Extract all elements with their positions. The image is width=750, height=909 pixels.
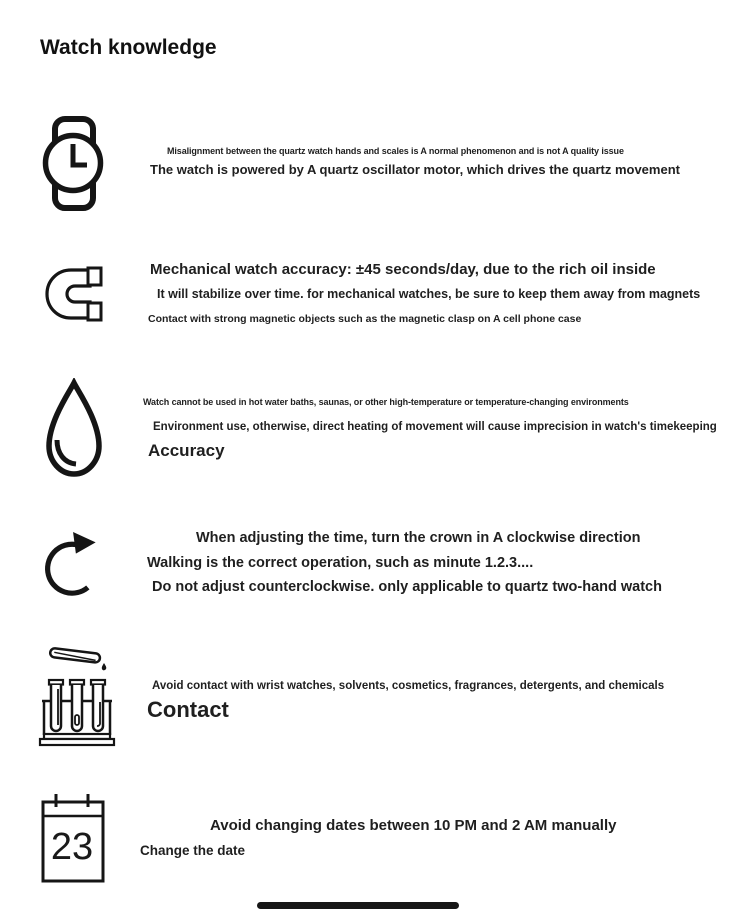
info-line: It will stabilize over time. for mechanical watches, be sure to keep them away from magnets (157, 287, 701, 301)
page-title: Watch knowledge (40, 36, 217, 59)
section-heading: Accuracy (148, 441, 225, 460)
info-line: Avoid contact with wrist watches, solvents, cosmetics, fragrances, detergents, and chemicals (152, 680, 665, 692)
section-heading: Contact (147, 697, 229, 722)
water-drop-icon (42, 378, 106, 480)
info-line: Watch cannot be used in hot water baths, saunas, or other high-temperature or temperature-changing environments (143, 397, 629, 407)
info-line: When adjusting the time, turn the crown in A clockwise direction (196, 530, 641, 546)
info-line: Walking is the correct operation, such as minute 1.2.3.... (147, 555, 534, 571)
test-tubes-icon (38, 644, 116, 747)
bottom-bar (257, 902, 459, 909)
info-line: Change the date (140, 843, 246, 858)
info-line: Environment use, otherwise, direct heating of movement will cause imprecision in watch's timekeeping (153, 421, 717, 433)
info-line: Mechanical watch accuracy: ±45 seconds/day, due to the rich oil inside (150, 261, 656, 278)
info-line: The watch is powered by A quartz oscillator motor, which drives the quartz movement (150, 162, 680, 177)
info-line: Do not adjust counterclockwise. only applicable to quartz two-hand watch (152, 579, 662, 595)
info-line: Avoid changing dates between 10 PM and 2 AM manually (210, 817, 617, 834)
calendar-day-number: 23 (50, 826, 94, 868)
magnet-icon (43, 266, 103, 322)
info-line: Contact with strong magnetic objects such as the magnetic clasp on A cell phone case (148, 313, 582, 325)
wristwatch-icon (42, 116, 104, 211)
clockwise-arrow-icon (42, 526, 106, 602)
info-line: Misalignment between the quartz watch hands and scales is A normal phenomenon and is not A quality issue (167, 146, 624, 156)
